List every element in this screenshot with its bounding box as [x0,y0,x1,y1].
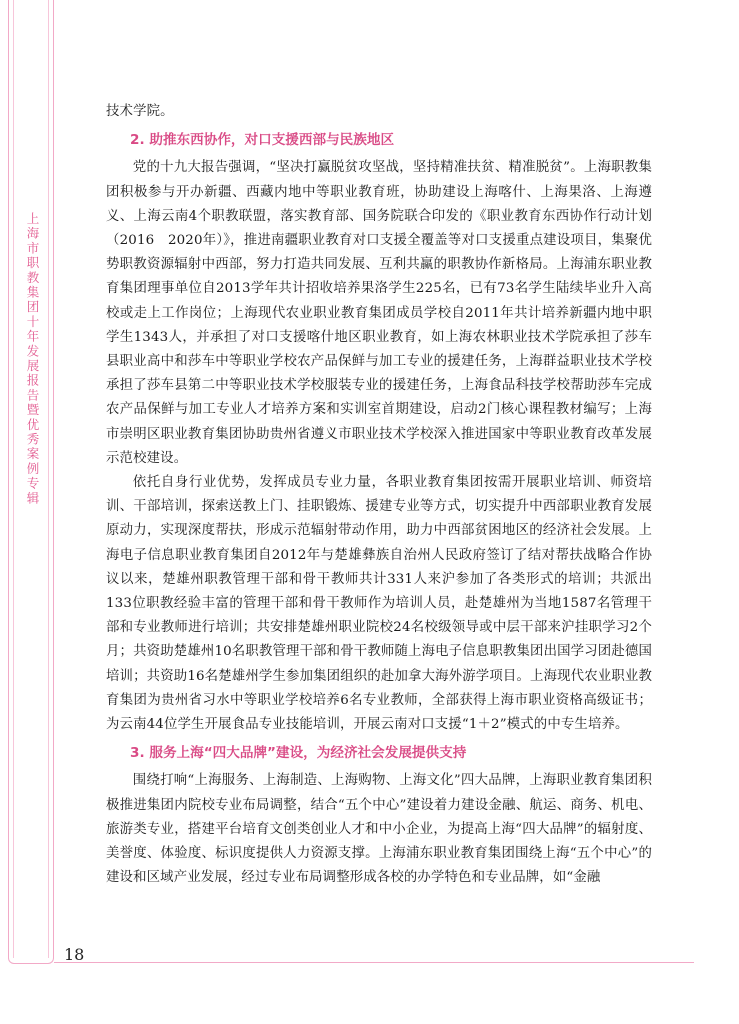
paragraph: 围绕打响“上海服务、上海制造、上海购物、上海文化”四大品牌，上海职业教育集团积极推进集团内院校专业布局调整，结合“五个中心”建设着力建设金融、航运、商务、机电、旅游类专业，搭建平台培育文创类创业人才和中小企业，为提高上海“四大品牌”的辐射度、美誉度、体验度、标识度提供人力资源支撑。上海浦东职业教育集团围绕上海“五个中心”的建设和区域产业发展，经过专业布局调整形成各校的办学特色和专业品牌，如“金融 [106,773,652,886]
section-heading-3: 3. 服务上海“四大品牌”建设，为经济社会发展提供支持 [130,745,467,762]
paragraph-continued: 技术学院。 [106,104,174,119]
paragraph: 依托自身行业优势，发挥成员专业力量，各职业教育集团按需开展职业培训、师资培训、干部培训，探索送教上门、挂职锻炼、援建专业等方式，切实提升中西部职业教育发展原动力，实现深度帮扶，形成示范辐射带动作用，助力中西部贫困地区的经济社会发展。上海电子信息职业教育集团自2012年与楚雄彝族自治州人民政府签订了结对帮扶战略合作协议以来，楚雄州职教管理干部和骨干教师共计331人来沪参加了各类形式的培训；共派出133位职教经验丰富的管理干部和骨干教师作为培训人员，赴楚雄州为当地1587名管理干部和专业教师进行培训；共安排楚雄州职业院校24名校级领导或中层干部来沪挂职学习2个月；共资助楚雄州10名职教管理干部和骨干教师随上海电子信息职教集团出国学习团赴德国培训；共资助16名楚雄州学生参加集团组织的赴加拿大海外游学项目。上海现代农业职业教育集团为贵州省习水中等职业学校培养6名专业教师，全部获得上海市职业资格高级证书；为云南44位学生开展食品专业技能培训，开展云南对口支援“1＋2”模式的中专生培养。 [106,475,652,733]
body-text [106,100,652,891]
page-number: 18 [64,945,85,964]
running-title: 上海市职教集团十年发展报告暨优秀案例专辑 [25,212,40,506]
paragraph: 党的十九大报告强调，“坚决打赢脱贫攻坚战，坚持精准扶贫、精准脱贫”。上海职教集团积极参与开办新疆、西藏内地中等职业教育班，协助建设上海喀什、上海果洛、上海遵义、上海云南4个职教联盟，落实教育部、国务院联合印发的《职业教育东西协作行动计划（2016 2020年）》，推进南疆职业教育对口支援全覆盖等对口支援重点建设项目，集聚优势职教资源辐射中西部，努力打造共同发展、互利共赢的职教协作新格局。上海浦东职业教育集团理事单位自2013学年共计招收培养果洛学生225名，已有73名学生陆续毕业升入高校或走上工作岗位；上海现代农业职业教育集团成员学校自2011年共计培养新疆内地中职学生1343人，并承担了对口支援喀什地区职业教育，如上海农林职业技术学院承担了莎车县职业高中和莎车中等职业学校农产品保鲜与加工专业的援建任务，上海群益职业技术学校承担了莎车县第二中等职业技术学校服装专业的援建任务，上海食品科技学校帮助莎车完成农产品保鲜与加工专业人才培养方案和实训室首期建设，启动2门核心课程教材编写；上海市崇明区职业教育集团协助贵州省遵义市职业技术学校深入推进国家中等职业教育改革发展示范校建设。 [106,160,652,466]
footer-rule [54,962,694,963]
section-heading-2: 2. 助推东西协作，对口支援西部与民族地区 [130,132,395,149]
